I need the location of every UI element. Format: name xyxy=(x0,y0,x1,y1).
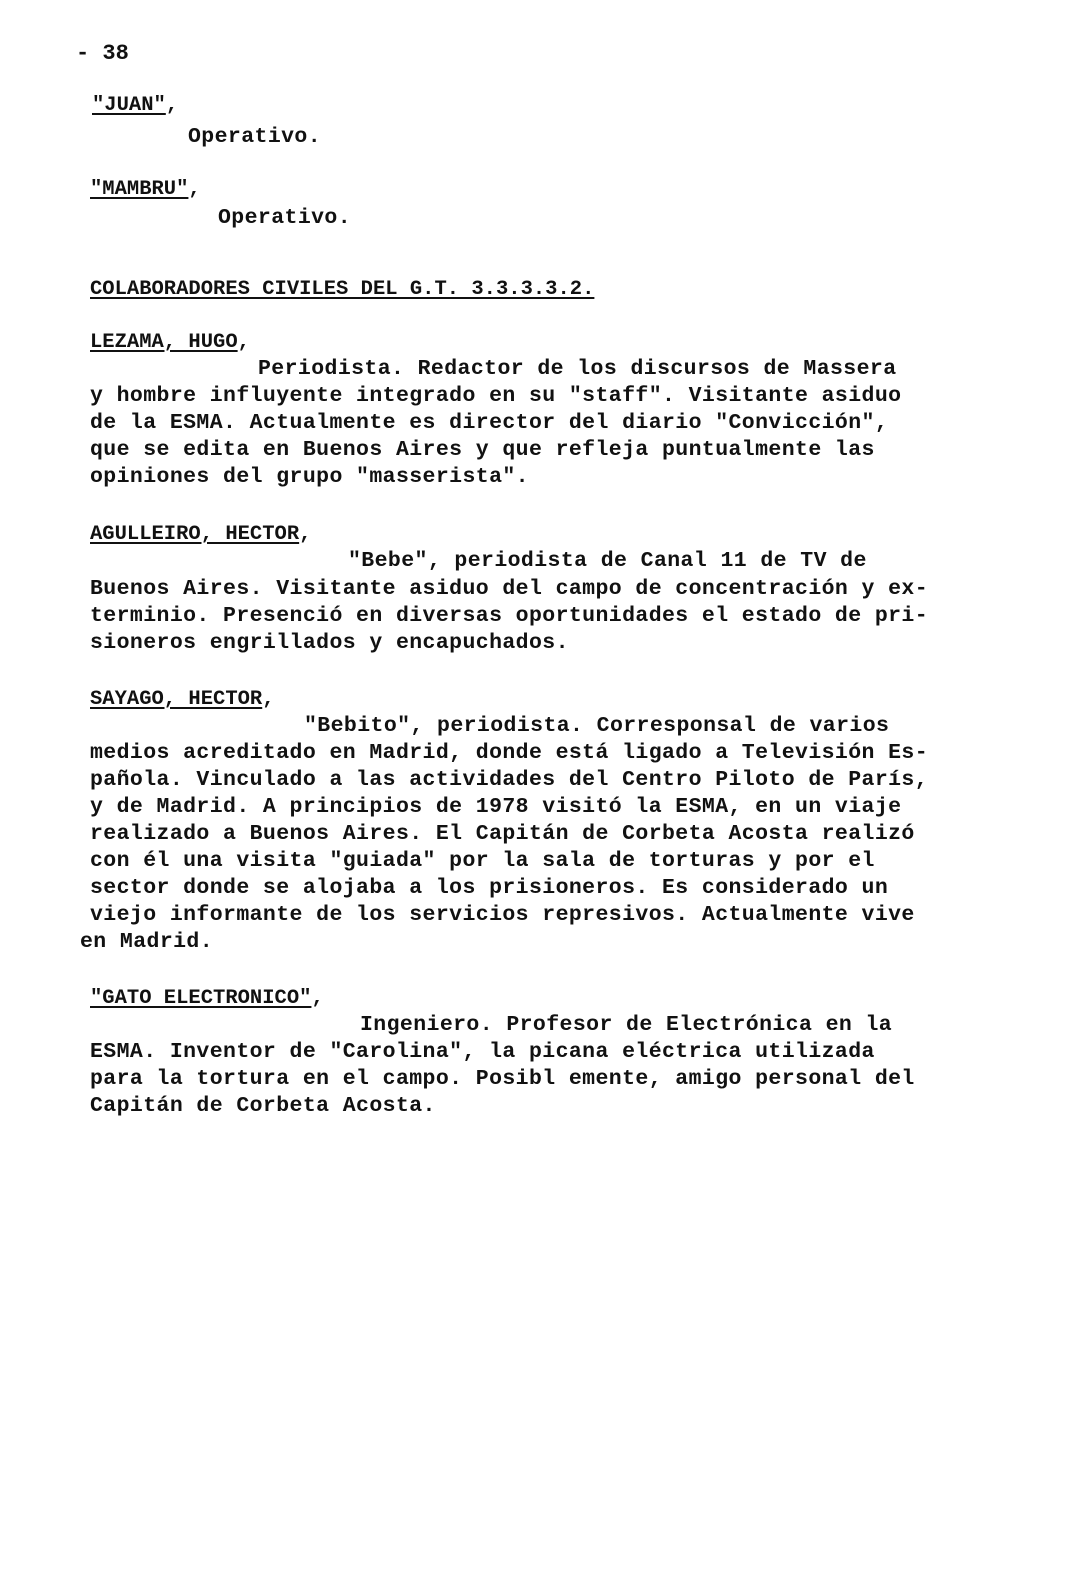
entry-line: "Bebe", periodista de Canal 11 de TV de xyxy=(348,549,867,573)
heading-comma: , xyxy=(299,523,312,546)
entry-heading-sayago xyxy=(90,686,275,713)
entry-line: pañola. Vinculado a las actividades del Centro Piloto de París, xyxy=(90,768,929,792)
section-title: COLABORADORES CIVILES DEL G.T. 3.3.3.3.2. xyxy=(90,278,595,301)
entry-line: sector donde se alojaba a los prisioneros. Es considerado un xyxy=(90,876,889,900)
entry-line: Ingeniero. Profesor de Electrónica en la xyxy=(360,1013,893,1037)
entry-line: con él una visita "guiada" por la sala de torturas y por el xyxy=(90,849,875,873)
entry-line: para la tortura en el campo. Posibl emente, amigo personal del xyxy=(90,1067,915,1091)
entry-line: Periodista. Redactor de los discursos de Massera xyxy=(258,357,897,381)
entry-name: "MAMBRU" xyxy=(90,178,189,201)
entry-name: AGULLEIRO, HECTOR xyxy=(90,523,300,546)
heading-comma: , xyxy=(262,688,275,711)
entry-line: viejo informante de los servicios represivos. Actualmente vive xyxy=(90,903,915,927)
heading-comma: , xyxy=(311,987,324,1010)
entry-name: LEZAMA, HUGO xyxy=(90,331,238,354)
entry-line: en Madrid. xyxy=(80,930,214,954)
entry-heading-mambru xyxy=(90,176,201,203)
entry-line: realizado a Buenos Aires. El Capitán de Corbeta Acosta realizó xyxy=(90,822,915,846)
entry-role-mambru: Operativo. xyxy=(218,206,352,230)
entry-line: y de Madrid. A principios de 1978 visitó la ESMA, en un viaje xyxy=(90,795,902,819)
entry-line: Buenos Aires. Visitante asiduo del campo de concentración y ex- xyxy=(90,577,929,601)
entry-heading-lezama xyxy=(90,329,250,356)
entry-line: opiniones del grupo "masserista". xyxy=(90,465,529,489)
entry-heading-juan xyxy=(92,92,178,119)
heading-comma: , xyxy=(237,331,250,354)
entry-line: que se edita en Buenos Aires y que refleja puntualmente las xyxy=(90,438,875,462)
heading-comma: , xyxy=(188,178,201,201)
entry-name: "GATO ELECTRONICO" xyxy=(90,987,312,1010)
entry-line: "Bebito", periodista. Corresponsal de varios xyxy=(304,714,890,738)
entry-line: ESMA. Inventor de "Carolina", la picana eléctrica utilizada xyxy=(90,1040,875,1064)
entry-line: de la ESMA. Actualmente es director del diario "Convicción", xyxy=(90,411,889,435)
entry-line: sioneros engrillados y encapuchados. xyxy=(90,631,569,655)
heading-comma: , xyxy=(165,94,179,117)
entry-heading-gato-electronico xyxy=(90,985,324,1012)
entry-line: Capitán de Corbeta Acosta. xyxy=(90,1094,436,1118)
page-number: - 38 xyxy=(76,41,129,66)
entry-line: terminio. Presenció en diversas oportunidades el estado de pri- xyxy=(90,604,929,628)
entry-name: SAYAGO, HECTOR xyxy=(90,688,263,711)
entry-line: medios acreditado en Madrid, donde está ligado a Televisión Es- xyxy=(90,741,929,765)
entry-name: "JUAN" xyxy=(92,94,166,117)
entry-role-juan: Operativo. xyxy=(188,125,322,149)
entry-heading-agulleiro xyxy=(90,521,311,548)
entry-line: y hombre influyente integrado en su "staff". Visitante asiduo xyxy=(90,384,902,408)
